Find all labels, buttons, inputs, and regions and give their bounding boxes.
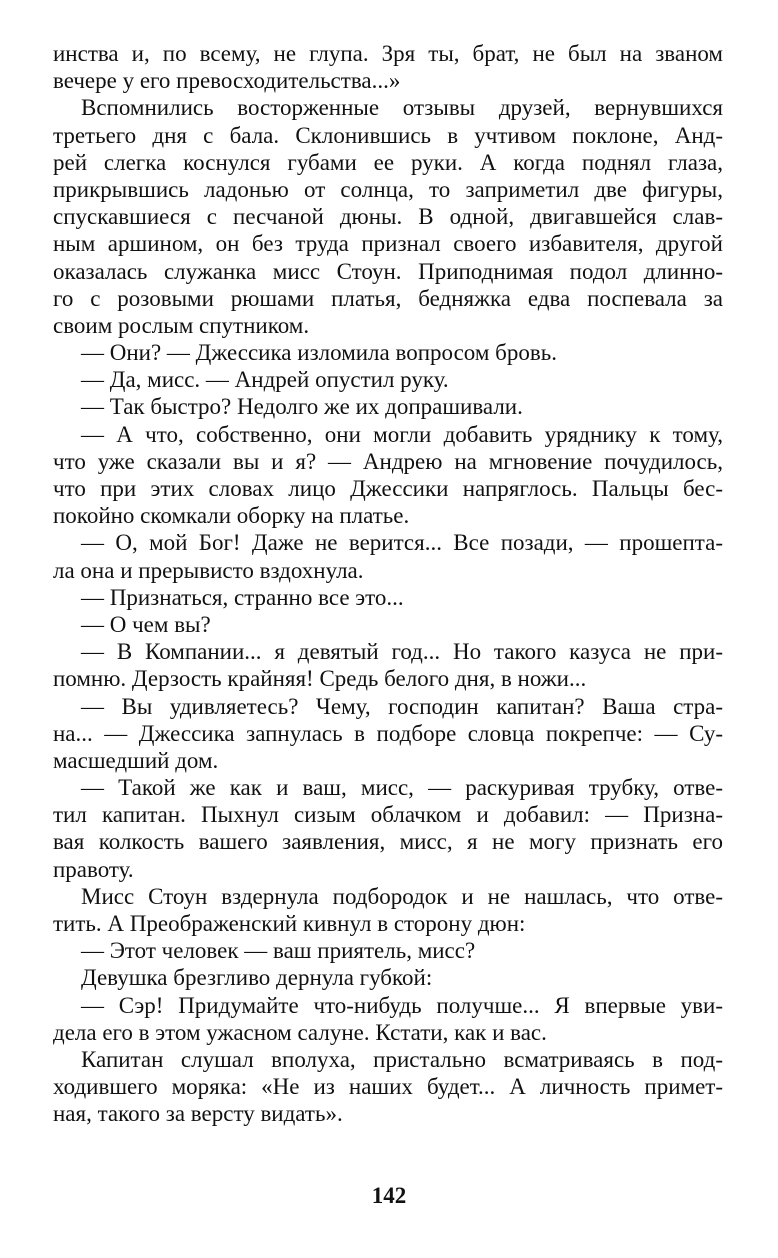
text-line: третьего дня с бала. Склонившись в учтивом поклоне, Анд- bbox=[53, 122, 723, 148]
text-line: — О, мой Бог! Даже не верится... Все позади, — прошепта- bbox=[81, 530, 723, 556]
book-page-text bbox=[53, 40, 723, 1128]
text-line: тил капитан. Пыхнул сизым облачком и добавил: — Призна- bbox=[53, 802, 723, 828]
text-line: Капитан слушал вполуха, пристально всматриваясь в под- bbox=[81, 1046, 723, 1072]
text-line: Мисс Стоун вздернула подбородок и не нашлась, что отве- bbox=[81, 883, 723, 909]
text-line: — Такой же как и ваш, мисс, — раскуривая трубку, отве- bbox=[81, 775, 723, 801]
text-line: — В Компании... я девятый год... Но такого казуса не при- bbox=[81, 639, 723, 665]
text-line: что уже сказали вы и я? — Андрею на мгновение почудилось, bbox=[53, 448, 723, 474]
text-line: на... — Джессика запнулась в подборе словца покрепче: — Су- bbox=[53, 720, 723, 746]
text-line: — А что, собственно, они могли добавить уряднику к тому, bbox=[81, 421, 723, 447]
page-number: 142 bbox=[371, 1183, 407, 1208]
text-line: вечере у его превосходительства...» bbox=[53, 68, 401, 94]
text-line: масшедший дом. bbox=[53, 747, 219, 773]
text-line: что при этих словах лицо Джессики напряглось. Пальцы бес- bbox=[53, 476, 723, 501]
text-line: помню. Дерзость крайняя! Средь белого дня, в ножи... bbox=[53, 666, 587, 692]
text-line: — Вы удивляетесь? Чему, господин капитан? Ваша стра- bbox=[81, 693, 723, 719]
text-line: го с розовыми рюшами платья, бедняжка едва поспевала за bbox=[53, 285, 723, 311]
text-line: ла она и прерывисто вздохнула. bbox=[53, 557, 364, 583]
text-line: дела его в этом ужасном салуне. Кстати, как и вас. bbox=[53, 1019, 547, 1045]
text-line: — Так быстро? Недолго же их допрашивали. bbox=[81, 394, 523, 420]
text-line: — Этот человек — ваш приятель, мисс? bbox=[81, 938, 476, 964]
text-line: покойно скомкали оборку на платье. bbox=[53, 503, 410, 529]
text-line: ным аршином, он без труда признал своего избавителя, другой bbox=[53, 231, 723, 257]
text-line: — О чем вы? bbox=[81, 611, 211, 637]
text-line: рей слегка коснулся губами ее руки. А когда поднял глаза, bbox=[53, 149, 723, 175]
text-line: оказалась служанка мисс Стоун. Приподнимая подол длинно- bbox=[53, 258, 723, 284]
text-line: правоту. bbox=[53, 856, 134, 882]
text-line: вая колкость вашего заявления, мисс, я не могу признать его bbox=[53, 829, 723, 855]
text-line: спускавшиеся с песчаной дюны. В одной, двигавшейся слав- bbox=[53, 204, 723, 230]
text-line: ная, такого за версту видать». bbox=[53, 1101, 343, 1127]
text-line: ходившего моряка: «Не из наших будет... А личность примет- bbox=[53, 1074, 723, 1100]
text-line: Девушка брезгливо дернула губкой: bbox=[81, 965, 433, 991]
text-line: — Сэр! Придумайте что-нибудь получше... Я впервые уви- bbox=[81, 992, 723, 1018]
text-line: — Признаться, странно все это... bbox=[81, 584, 404, 610]
text-line: прикрывшись ладонью от солнца, то заприметил две фигуры, bbox=[53, 176, 723, 202]
text-line: своим рослым спутником. bbox=[53, 312, 310, 338]
text-line: тить. А Преображенский кивнул в сторону дюн: bbox=[53, 911, 526, 936]
text-line: — Они? — Джессика изломила вопросом бровь. bbox=[81, 340, 557, 366]
text-line: инства и, по всему, не глупа. Зря ты, брат, не был на званом bbox=[53, 41, 723, 66]
text-line: Вспомнились восторженные отзывы друзей, вернувшихся bbox=[81, 95, 723, 121]
text-line: — Да, мисс. — Андрей опустил руку. bbox=[81, 367, 449, 393]
